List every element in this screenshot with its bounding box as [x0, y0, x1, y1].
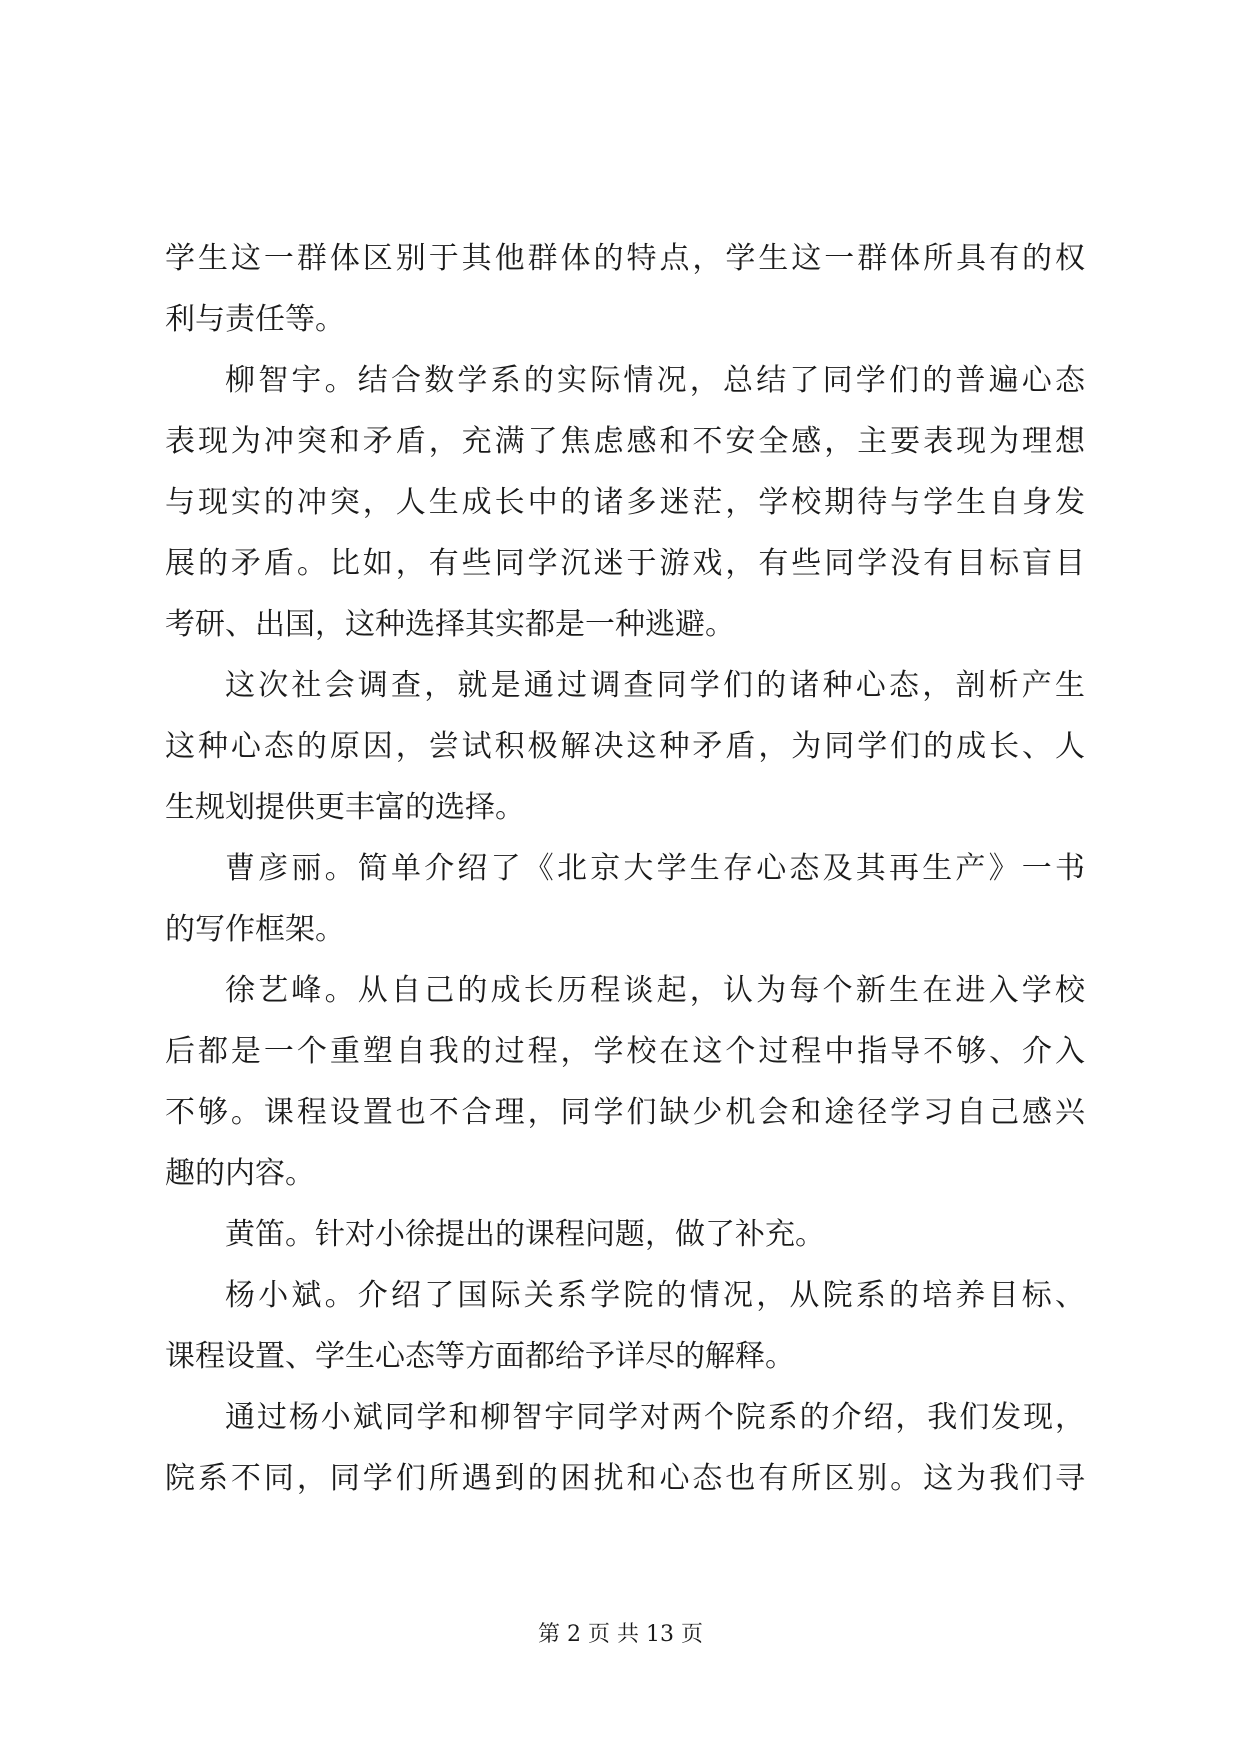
text-line: 黄笛。针对小徐提出的课程问题，做了补充。: [225, 1217, 825, 1252]
text-line: 趣的内容。: [165, 1156, 315, 1191]
text-line: 后都是一个重塑自我的过程，学校在这个过程中指导不够、介入: [165, 1034, 1085, 1069]
text-line: 与现实的冲突，人生成长中的诸多迷茫，学校期待与学生自身发: [165, 485, 1085, 520]
text-line: 通过杨小斌同学和柳智宇同学对两个院系的介绍，我们发现，: [225, 1400, 1085, 1435]
text-line: 杨小斌。介绍了国际关系学院的情况，从院系的培养目标、: [225, 1278, 1085, 1313]
paragraph: [165, 228, 1085, 350]
page-number: 第 2 页 共 13 页: [538, 1622, 703, 1647]
document-body: [165, 228, 1085, 1509]
text-line: 不够。课程设置也不合理，同学们缺少机会和途径学习自己感兴: [165, 1095, 1085, 1130]
text-line: 考研、出国，这种选择其实都是一种逃避。: [165, 607, 735, 642]
text-line: 表现为冲突和矛盾，充满了焦虑感和不安全感，主要表现为理想: [165, 424, 1085, 459]
paragraph: [165, 1265, 1085, 1387]
paragraph: [165, 1387, 1085, 1509]
text-line: 徐艺峰。从自己的成长历程谈起，认为每个新生在进入学校: [225, 973, 1085, 1008]
paragraph: [165, 655, 1085, 838]
text-line: 的写作框架。: [165, 912, 345, 947]
text-line: 曹彦丽。简单介绍了《北京大学生存心态及其再生产》一书: [225, 851, 1085, 886]
paragraph: [165, 838, 1085, 960]
text-line: 这次社会调查，就是通过调查同学们的诸种心态，剖析产生: [225, 668, 1085, 703]
text-line: 学生这一群体区别于其他群体的特点，学生这一群体所具有的权: [165, 241, 1085, 276]
text-line: 这种心态的原因，尝试积极解决这种矛盾，为同学们的成长、人: [165, 729, 1085, 764]
text-line: 利与责任等。: [165, 302, 345, 337]
paragraph: [165, 1204, 1085, 1265]
text-line: 院系不同，同学们所遇到的困扰和心态也有所区别。这为我们寻: [165, 1461, 1085, 1496]
text-line: 柳智宇。结合数学系的实际情况，总结了同学们的普遍心态: [225, 363, 1085, 398]
paragraph: [165, 350, 1085, 655]
paragraph: [165, 960, 1085, 1204]
text-line: 课程设置、学生心态等方面都给予详尽的解释。: [165, 1339, 795, 1374]
text-line: 生规划提供更丰富的选择。: [165, 790, 525, 825]
text-line: 展的矛盾。比如，有些同学沉迷于游戏，有些同学没有目标盲目: [165, 546, 1085, 581]
